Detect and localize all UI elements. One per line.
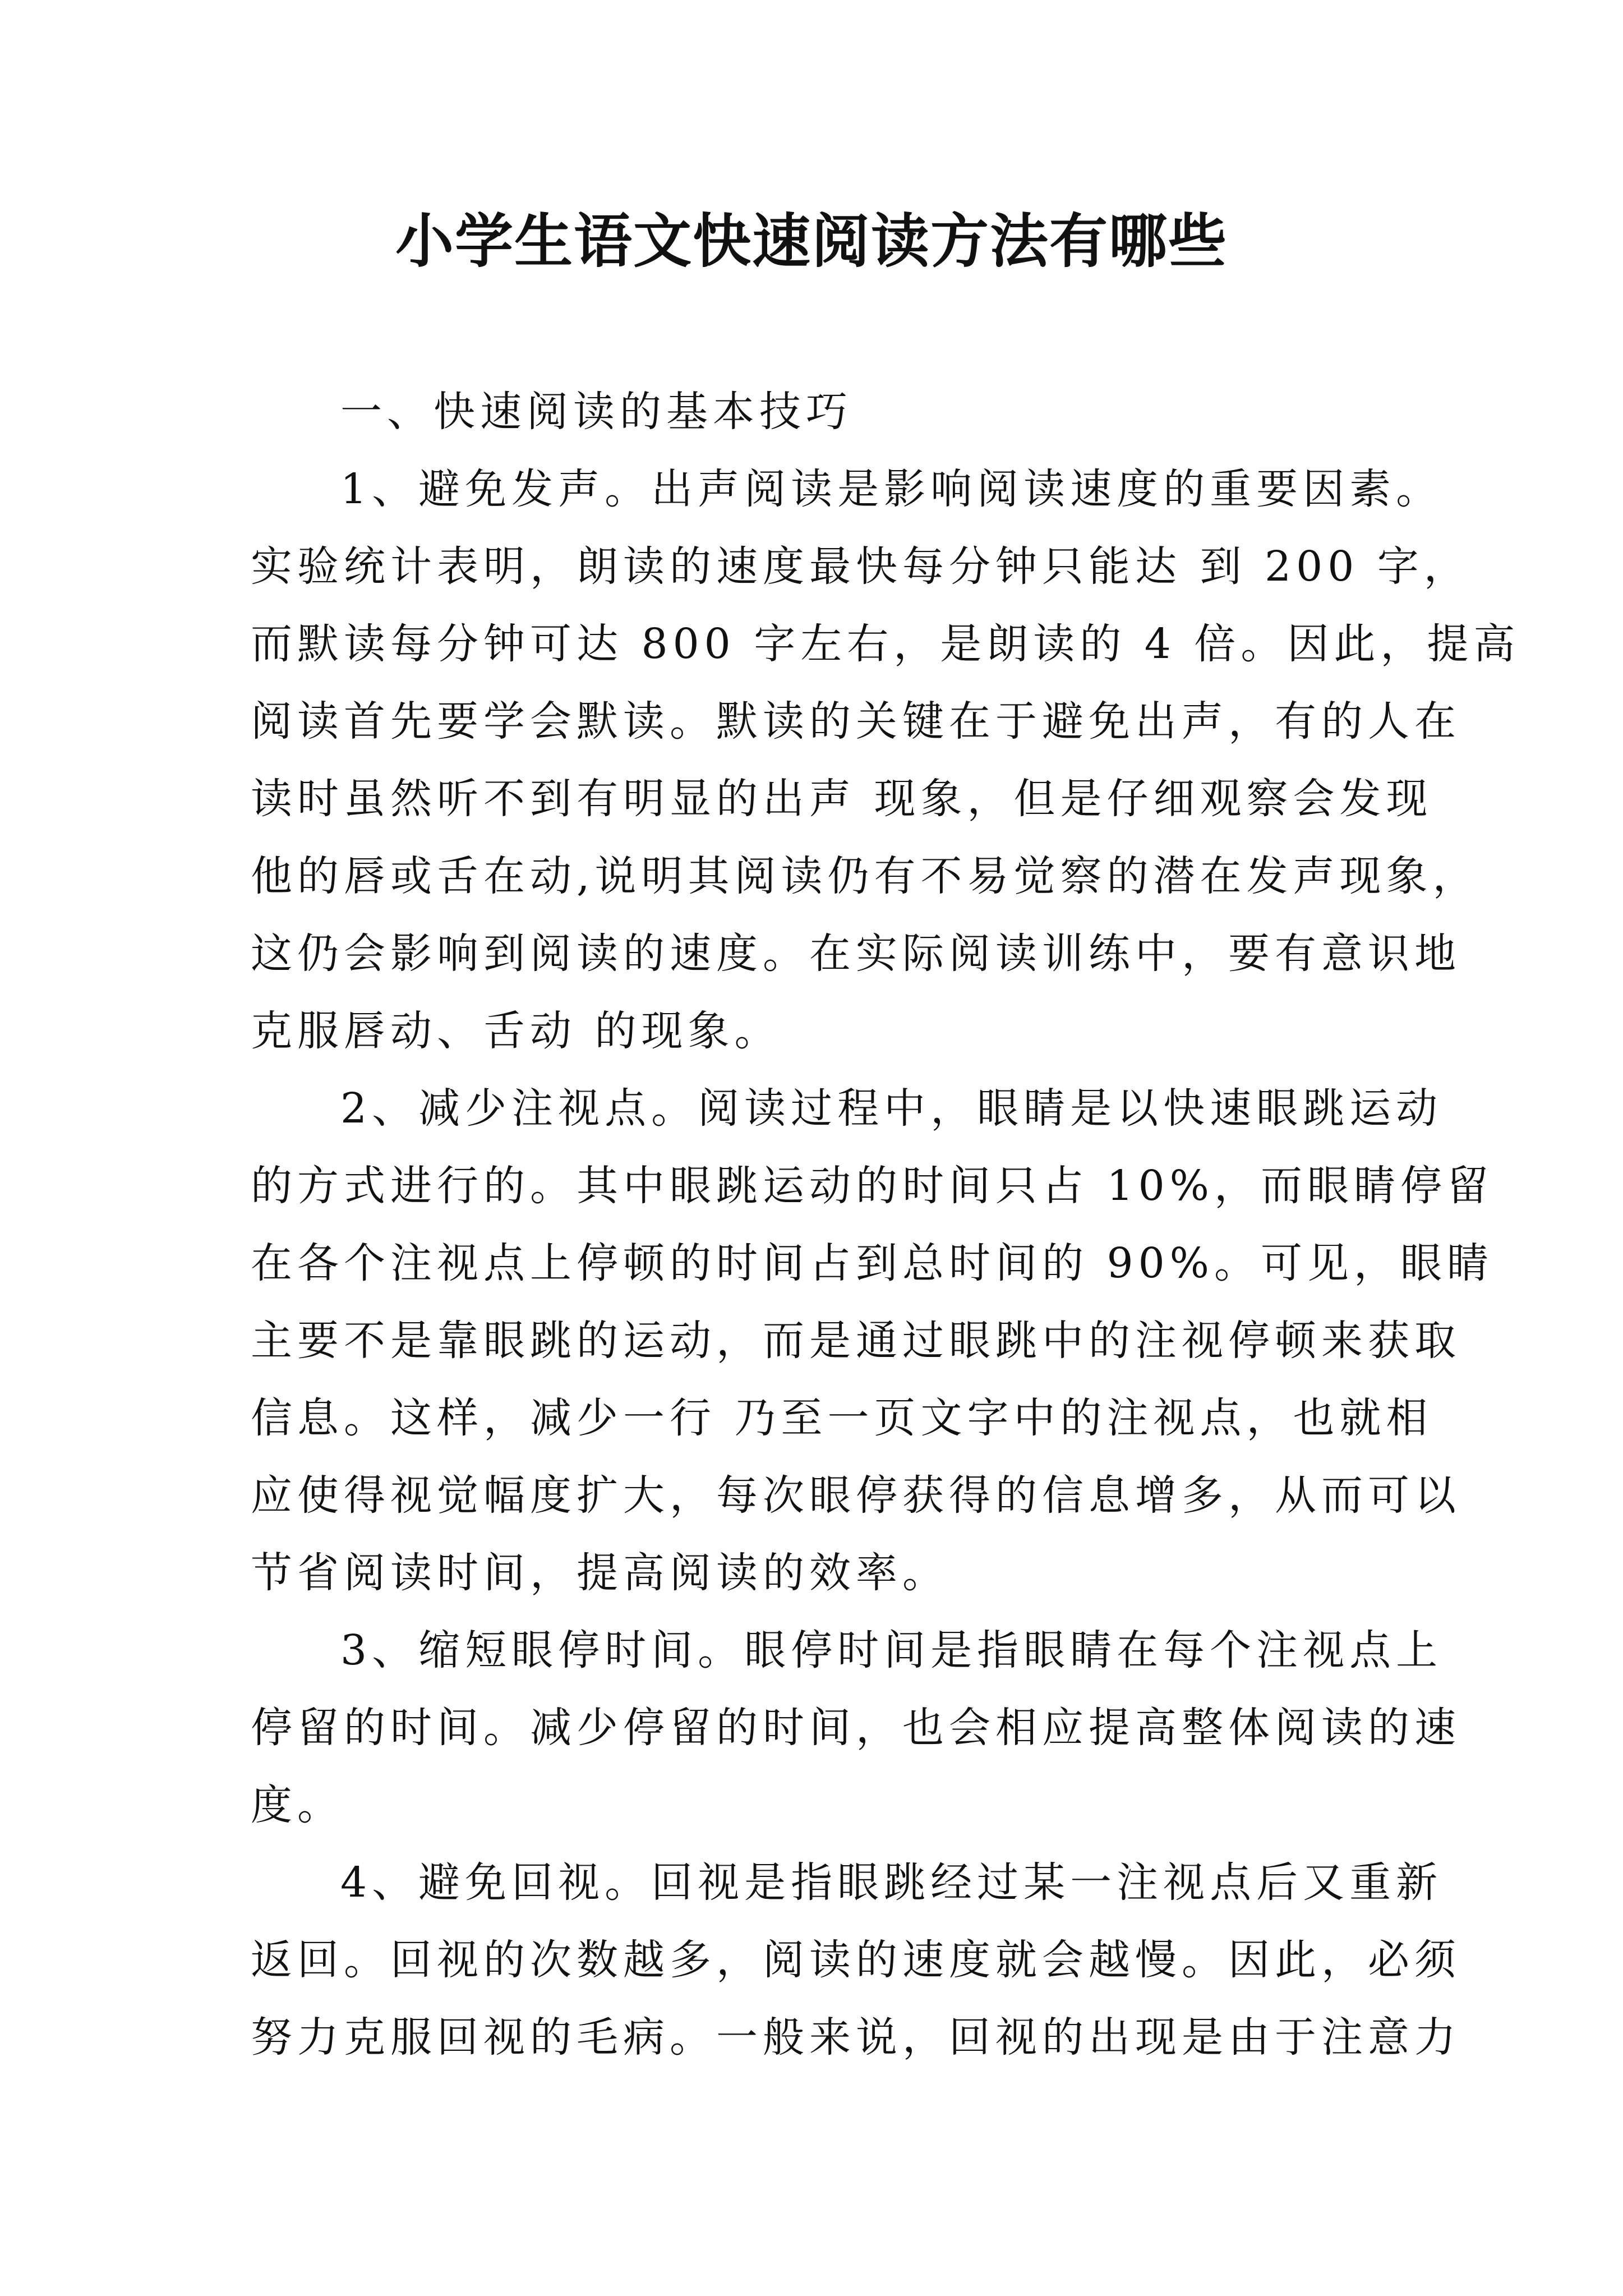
paragraph-line: 节省阅读时间，提高阅读的效率。 [251,1549,949,1597]
paragraph-line: 主要不是靠眼跳的运动，而是通过眼跳中的注视停顿来获取 [251,1317,1461,1365]
paragraph-line: 这仍会影响到阅读的速度。在实际阅读训练中，要有意识地 [251,930,1461,978]
paragraph-line: 度。 [251,1781,344,1829]
document-title: 小学生语文快速阅读方法有哪些 [395,207,1228,275]
paragraph-line: 而默读每分钟可达 800 字左右，是朗读的 4 倍。因此，提高 [251,620,1520,668]
paragraph-line: 实验统计表明，朗读的速度最快每分钟只能达 到 200 字， [251,542,1470,591]
paragraph-line: 信息。这样，减少一行 乃至一页文字中的注视点，也就相 [251,1394,1433,1442]
paragraph-line: 他的唇或舌在动,说明其阅读仍有不易觉察的潜在发声现象， [251,852,1479,900]
section-heading: 一、快速阅读的基本技巧 [340,388,852,436]
paragraph-line: 努力克服回视的毛病。一般来说，回视的出现是由于注意力 [251,2013,1461,2062]
paragraph-line: 返回。回视的次数越多，阅读的速度就会越慢。因此，必须 [251,1936,1461,1984]
document-body [251,373,1520,2076]
paragraph-line: 2、减少注视点。阅读过程中，眼睛是以快速眼跳运动 [340,1084,1443,1133]
paragraph-line: 在各个注视点上停顿的时间占到总时间的 90%。可见，眼睛 [251,1239,1493,1287]
paragraph-line: 的方式进行的。其中眼跳运动的时间只占 10%，而眼睛停留 [251,1162,1493,1210]
paragraph-line: 读时虽然听不到有明显的出声 现象，但是仔细观察会发现 [251,775,1433,823]
paragraph-line: 1、避免发声。出声阅读是影响阅读速度的重要因素。 [340,465,1443,513]
paragraph-line: 4、避免回视。回视是指眼跳经过某一注视点后又重新 [340,1858,1443,1907]
paragraph-line: 应使得视觉幅度扩大，每次眼停获得的信息增多，从而可以 [251,1471,1461,1520]
paragraph-line: 克服唇动、舌动 的现象。 [251,1007,781,1055]
paragraph-line: 停留的时间。减少停留的时间，也会相应提高整体阅读的速 [251,1704,1461,1752]
paragraph-line: 阅读首先要学会默读。默读的关键在于避免出声，有的人在 [251,697,1461,746]
paragraph-line: 3、缩短眼停时间。眼停时间是指眼睛在每个注视点上 [340,1626,1443,1674]
